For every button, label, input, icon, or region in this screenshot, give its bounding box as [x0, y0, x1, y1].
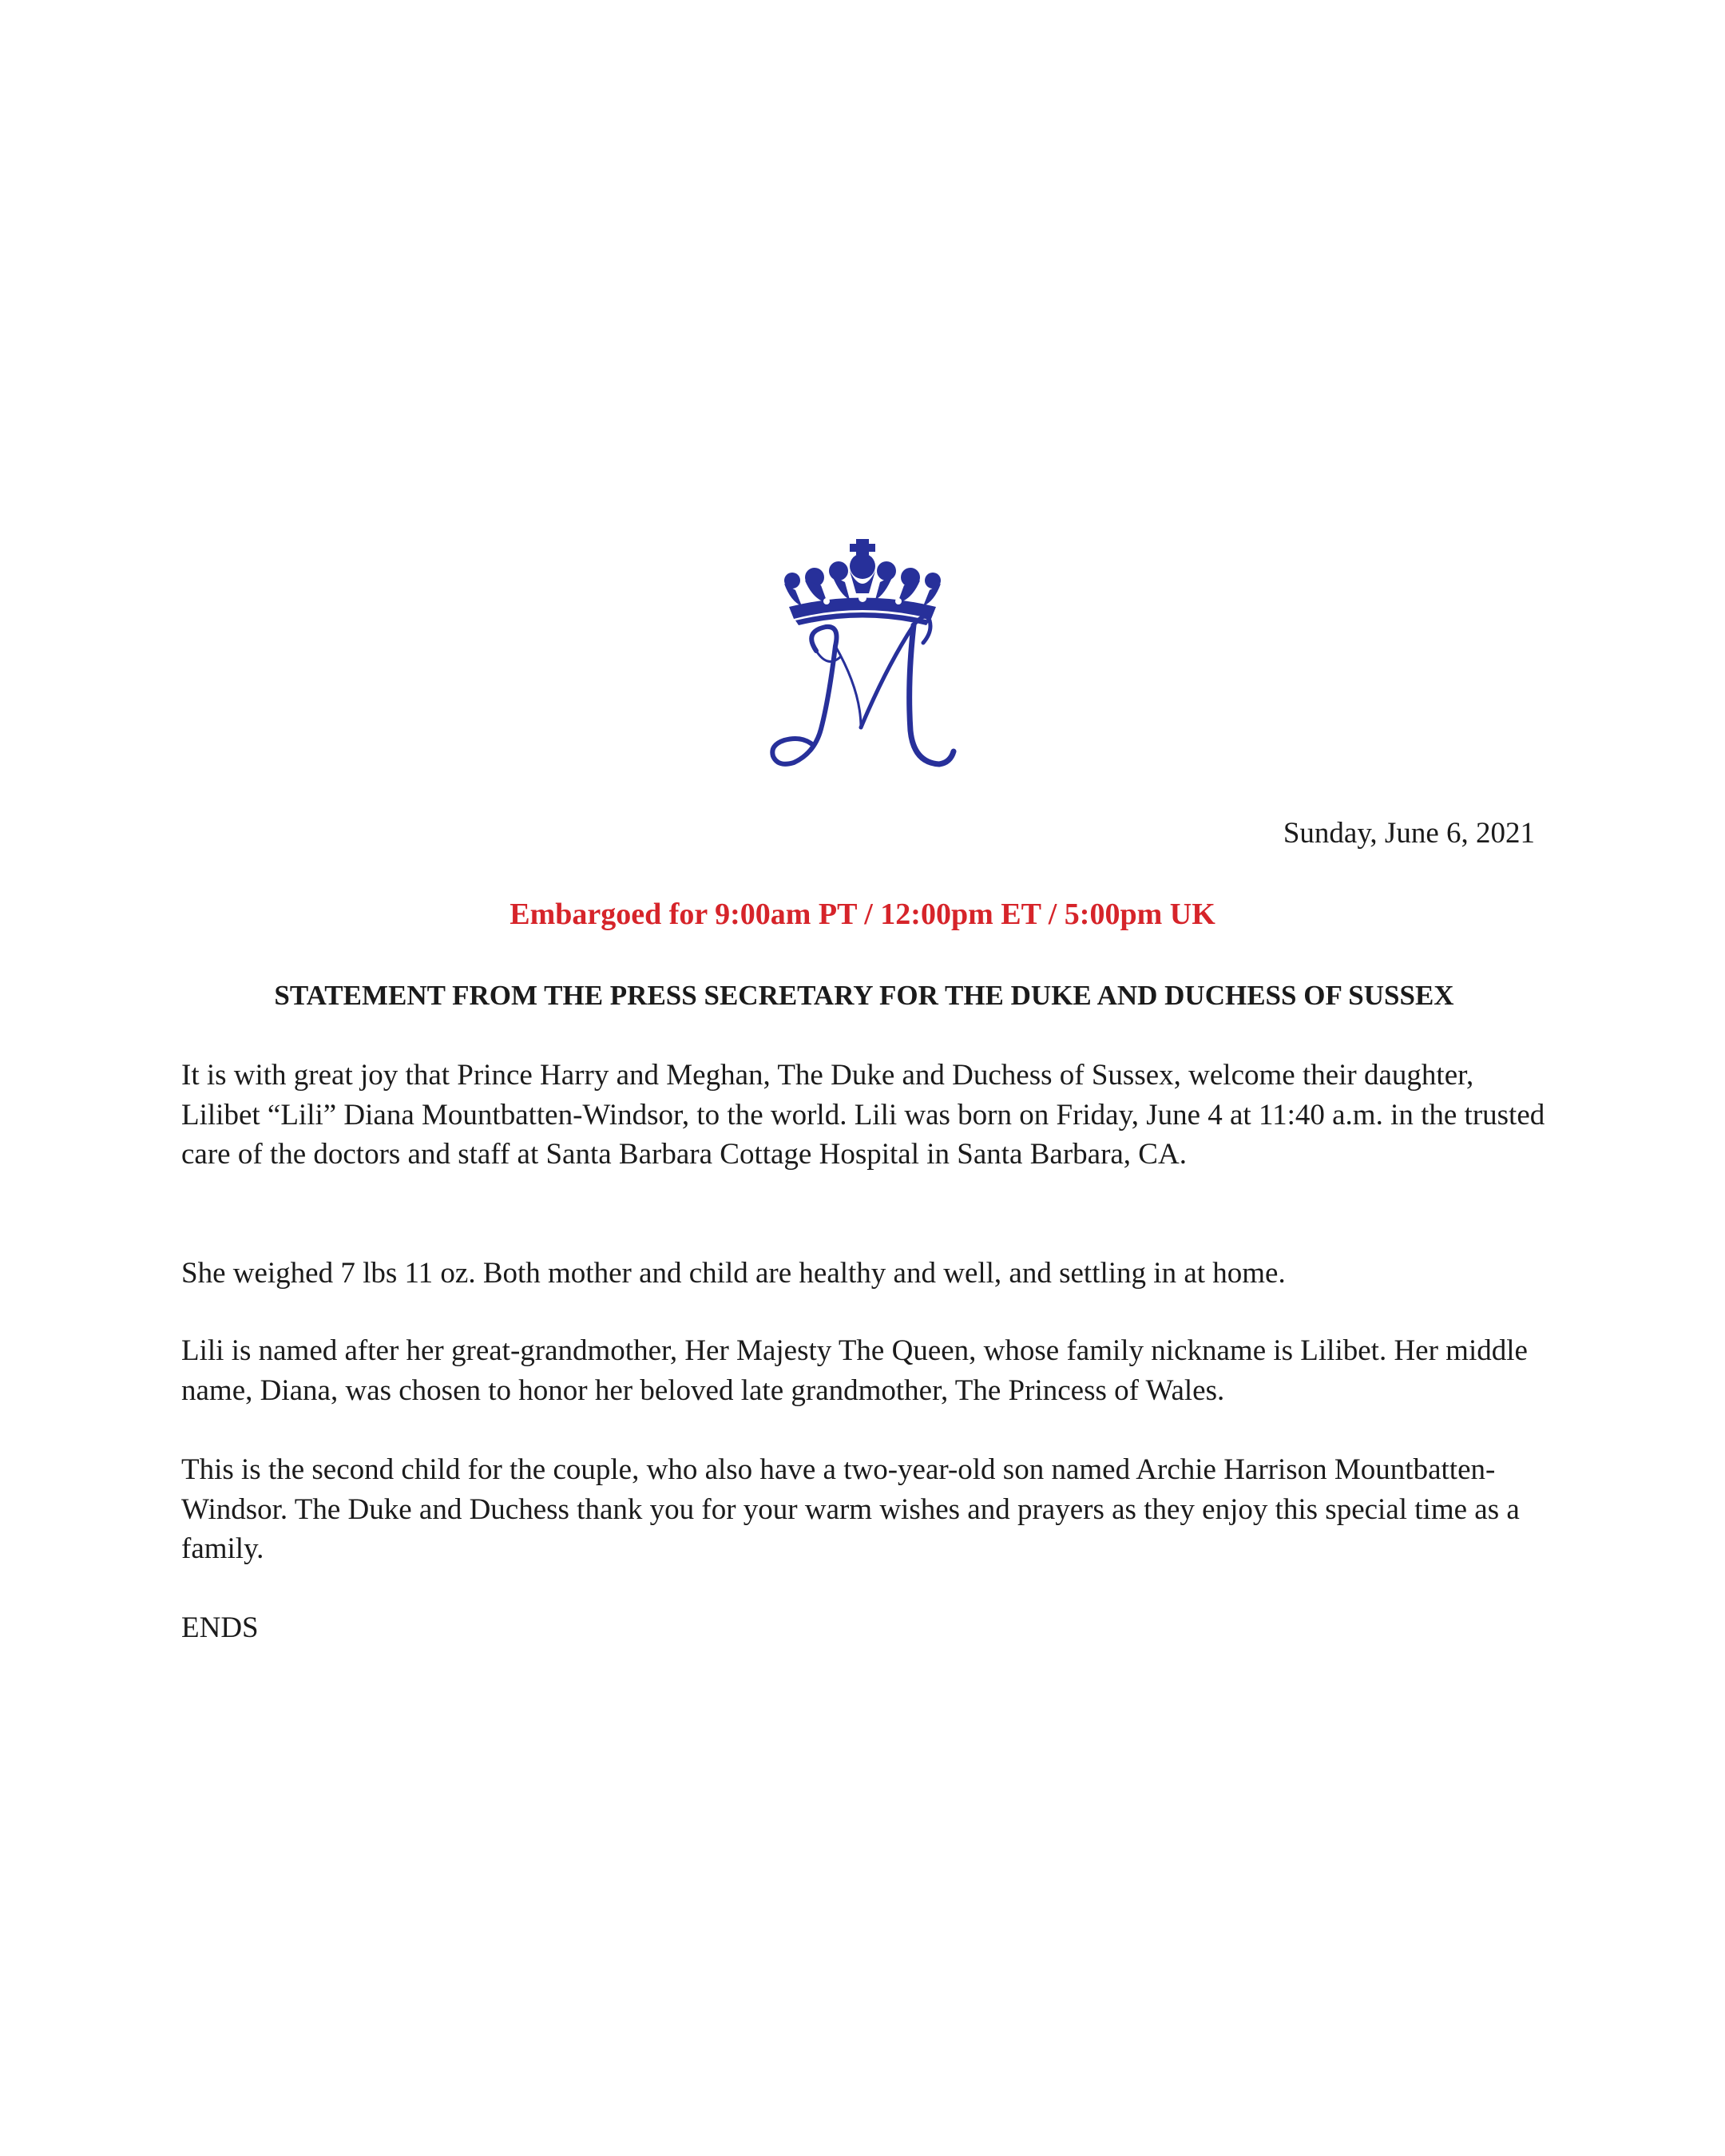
- paragraph-family: This is the second child for the couple, who also have a two-year-old son named Archie Harrison Mountbatten-Windsor. The Duke and Duchess thank you for your warm wishes and prayers as they enjoy this special time as a family.: [181, 1453, 1520, 1565]
- paragraph-weight: She weighed 7 lbs 11 oz. Both mother and child are healthy and well, and settling in at home.: [181, 1257, 1286, 1290]
- page-title: STATEMENT FROM THE PRESS SECRETARY FOR THE DUKE AND DUCHESS OF SUSSEX: [274, 980, 1454, 1011]
- closing-ends: ENDS: [181, 1611, 259, 1644]
- paragraph-birth-announcement: It is with great joy that Prince Harry and Meghan, The Duke and Duchess of Sussex, welcome their daughter, Lilibet “Lili” Diana Mountbatten-Windsor, to the world. Lili was born on Friday, June 4 at 11:40 a.m. in the trusted care of the doctors and staff at Santa Barbara Cottage Hospital in Santa Barbara, CA.: [181, 1059, 1545, 1171]
- embargo-notice: Embargoed for 9:00am PT / 12:00pm ET / 5:00pm UK: [510, 898, 1215, 931]
- crown-monogram-m-icon: [767, 531, 958, 779]
- release-date: Sunday, June 6, 2021: [1283, 817, 1535, 850]
- paragraph-name-origin: Lili is named after her great-grandmother, Her Majesty The Queen, whose family nickname is Lilibet. Her middle name, Diana, was chosen to honor her beloved late grandmother, The Princess of Wales.: [181, 1334, 1528, 1407]
